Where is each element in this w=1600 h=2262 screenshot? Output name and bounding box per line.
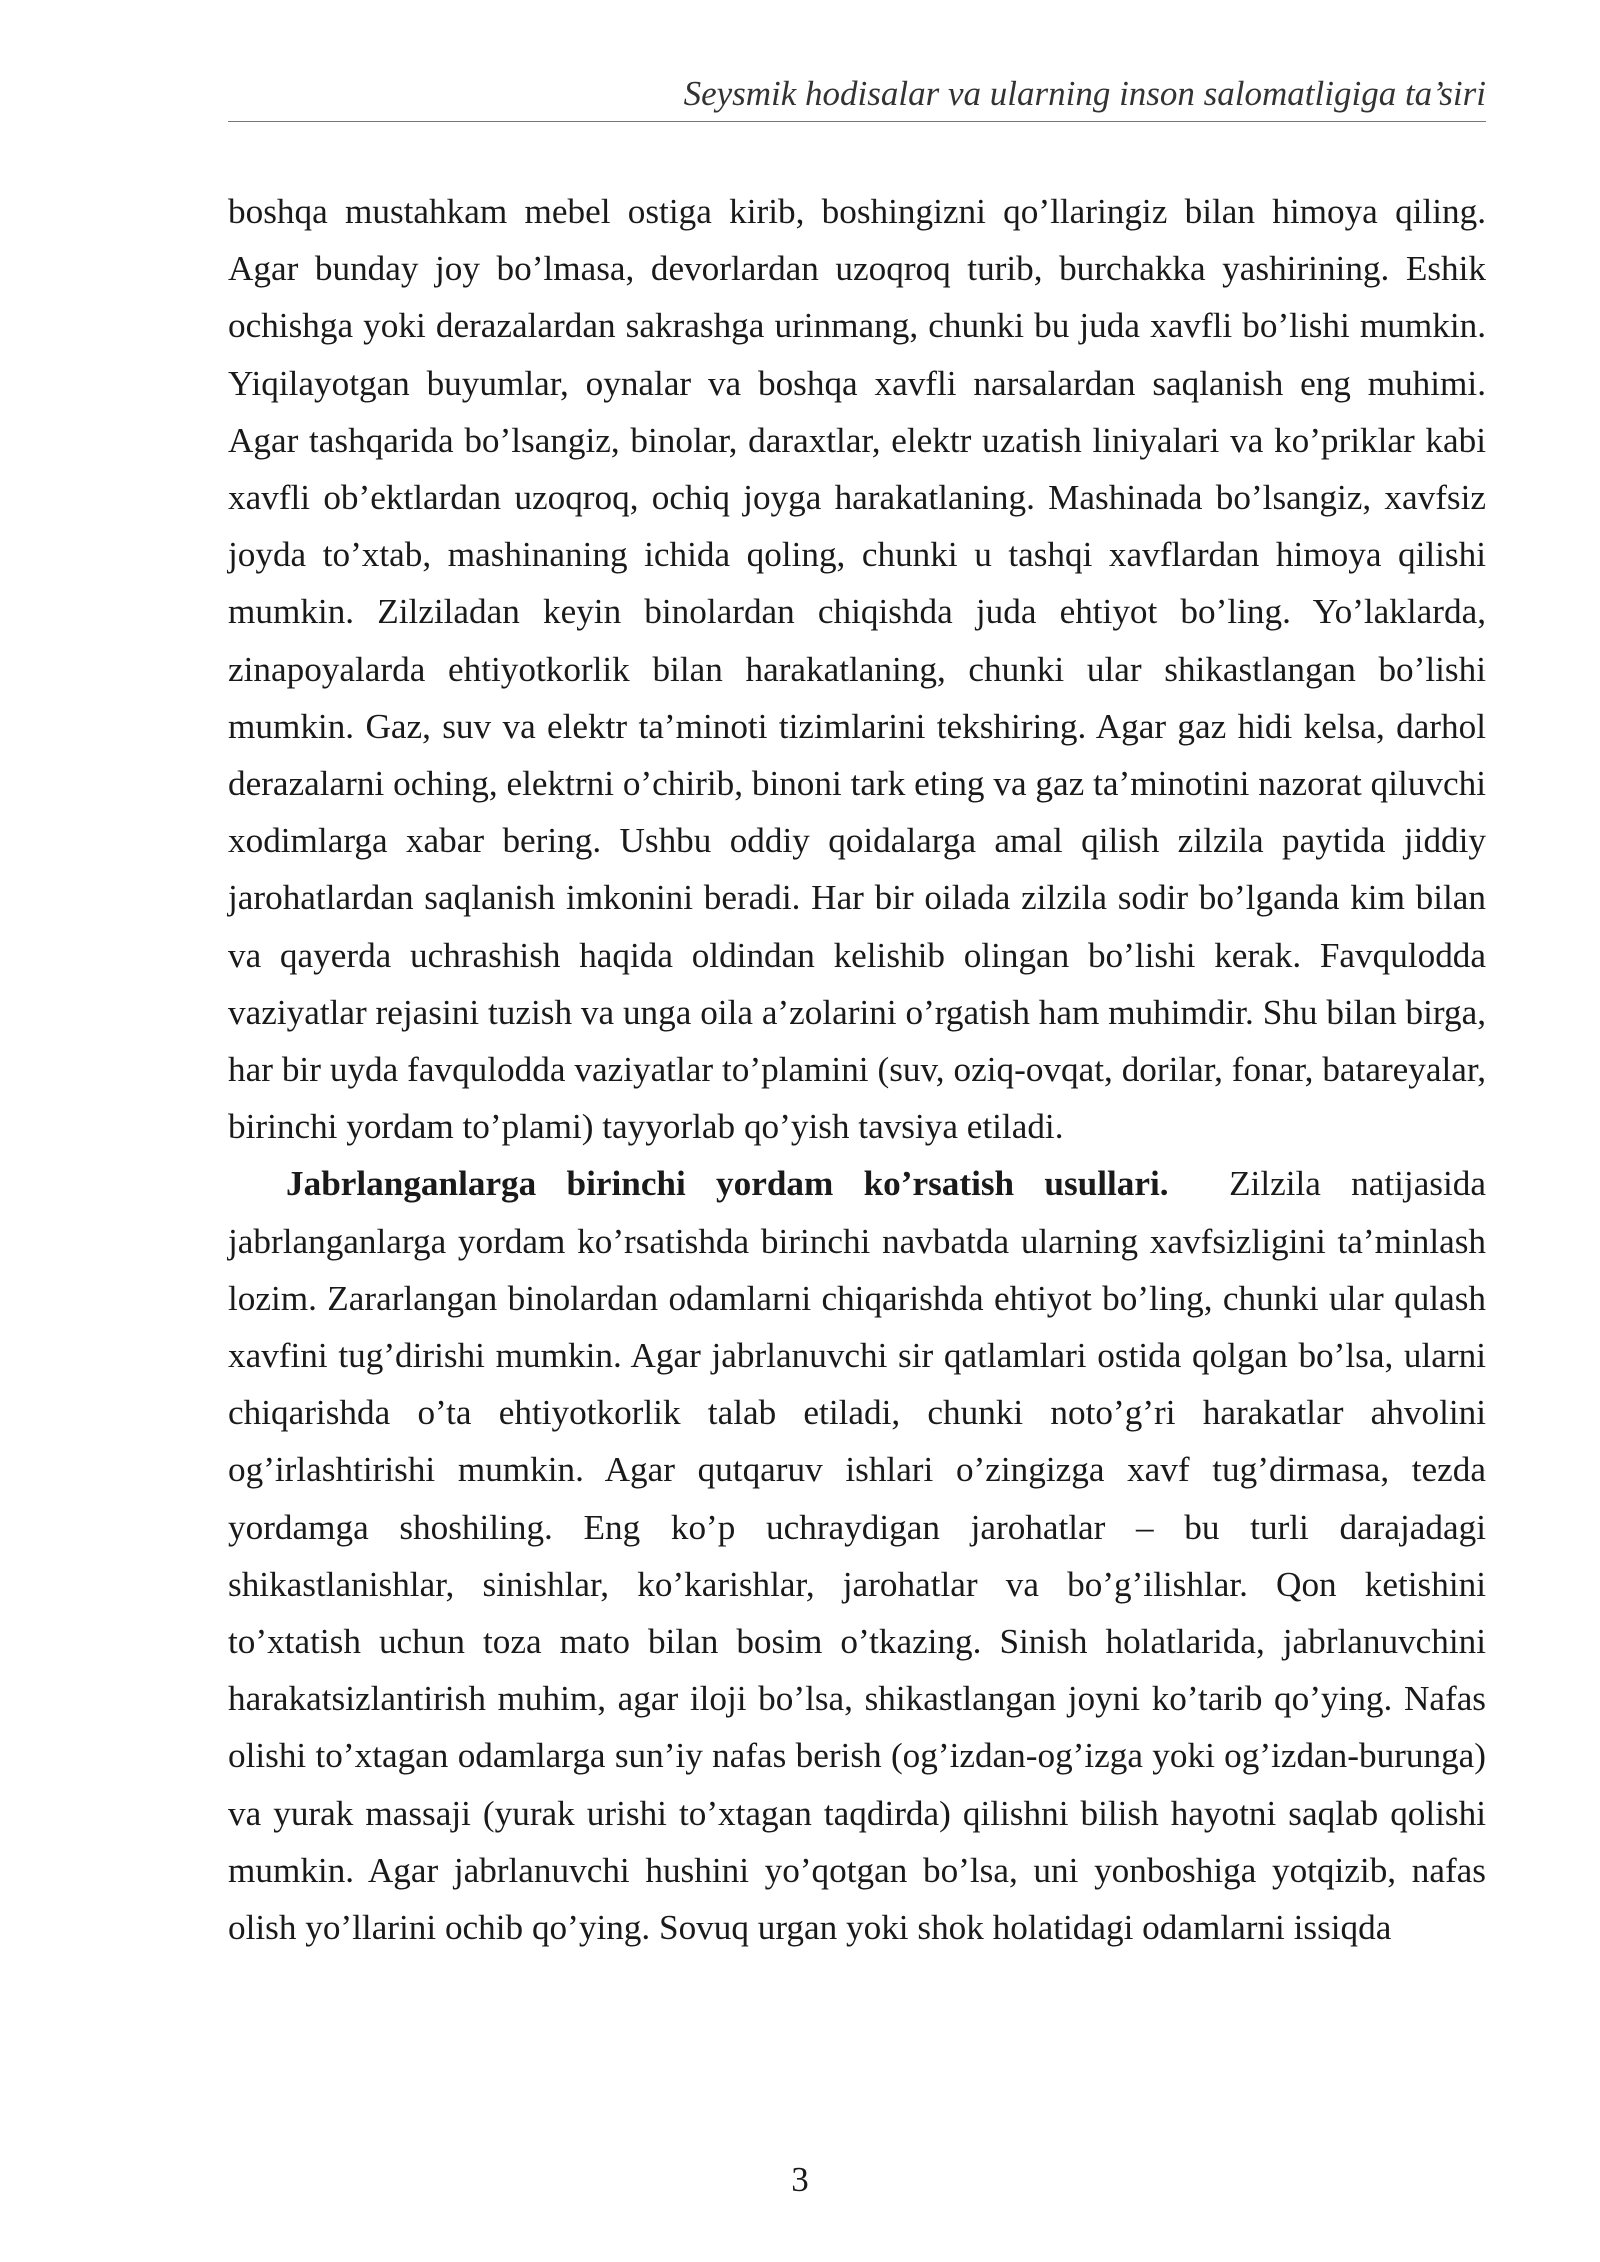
paragraph-continuation: boshqa mustahkam mebel ostiga kirib, boshingizni qo’llaringiz bilan himoya qiling. Agar bunday joy bo’lmasa, devorlardan uzoqroq turib, burchakka yashirining. Eshik ochishga yoki derazalardan sakrashga urinmang, chunki bu juda xavfli bo’lishi mumkin. Yiqilayotgan buyumlar, oynalar va boshqa xavfli narsalardan saqlanish eng muhimi. Agar tashqarida bo’lsangiz, binolar, daraxtlar, elektr uzatish liniyalari va ko’priklar kabi xavfli ob’ektlardan uzoqroq, ochiq joyga harakatlaning. Mashinada bo’lsangiz, xavfsiz joyda to’xtab, mashinaning ichida qoling, chunki u tashqi xavflardan himoya qilishi mumkin. Zilziladan keyin binolardan chiqishda juda ehtiyot bo’ling. Yo’laklarda, zinapoyalarda ehtiyotkorlik bilan harakatlaning, chunki ular shikastlangan bo’lishi mumkin. Gaz, suv va elektr ta’minoti tizimlarini tekshiring. Agar gaz hidi kelsa, darhol derazalarni oching, elektrni o’chirib, binoni tark eting va gaz ta’minotini nazorat qiluvchi xodimlarga xabar bering. Ushbu oddiy qoidalarga amal qilish zilzila paytida jiddiy jarohatlardan saqlanish imkonini beradi. Har bir oilada zilzila sodir bo’lganda kim bilan va qayerda uchrashish haqida oldindan kelishib olingan bo’lishi kerak. Favqulodda vaziyatlar rejasini tuzish va unga oila a’zolarini o’rgatish ham muhimdir. Shu bilan birga, har bir uyda favqulodda vaziyatlar to’plamini (suv, oziq-ovqat, dorilar, fonar, batareyalar, birinchi yordam to’plami) tayyorlab qo’yish tavsiya etiladi. bbox=[228, 192, 1486, 1147]
running-header-title: Seysmik hodisalar va ularning inson salomatligiga ta’siri bbox=[683, 74, 1486, 113]
page-number: 3 bbox=[791, 2160, 809, 2199]
section-heading: Jabrlanganlarga birinchi yordam ko’rsatish usullari. bbox=[286, 1164, 1169, 1204]
paragraph-first-aid-text: Zilzila natijasida jabrlanganlarga yordam ko’rsatishda birinchi navbatda ularning xavfsizligini ta’minlash lozim. Zararlangan binolardan odamlarni chiqarishda ehtiyot bo’ling, chunki ular qulash xavfini tug’dirishi mumkin. Agar jabrlanuvchi sir qatlamlari ostida qolgan bo’lsa, ularni chiqarishda o’ta ehtiyotkorlik talab etiladi, chunki noto’g’ri harakatlar ahvolini og’irlashtirishi mumkin. Agar qutqaruv ishlari o’zingizga xavf tug’dirmasa, tezda yordamga shoshiling. Eng ko’p uchraydigan jarohatlar – bu turli darajadagi shikastlanishlar, sinishlar, ko’karishlar, jarohatlar va bo’g’ilishlar. Qon ketishini to’xtatish uchun toza mato bilan bosim o’tkazing. Sinish holatlarida, jabrlanuvchini harakatsizlantirish muhim, agar iloji bo’lsa, shikastlangan joyni ko’tarib qo’ying. Nafas olishi to’xtagan odamlarga sun’iy nafas berish (og’izdan-og’izga yoki og’izdan-burunga) va yurak massaji (yurak urishi to’xtagan taqdirda) qilishni bilish hayotni saqlab qolishi mumkin. Agar jabrlanuvchi hushini yo’qotgan bo’lsa, uni yonboshiga yotqizib, nafas olish yo’llarini ochib qo’ying. Sovuq urgan yoki shok holatidagi odamlarni issiqda bbox=[228, 1164, 1486, 1948]
body-text bbox=[228, 183, 1486, 1956]
header-divider bbox=[228, 121, 1486, 122]
paragraph-first-aid bbox=[228, 1155, 1486, 1956]
